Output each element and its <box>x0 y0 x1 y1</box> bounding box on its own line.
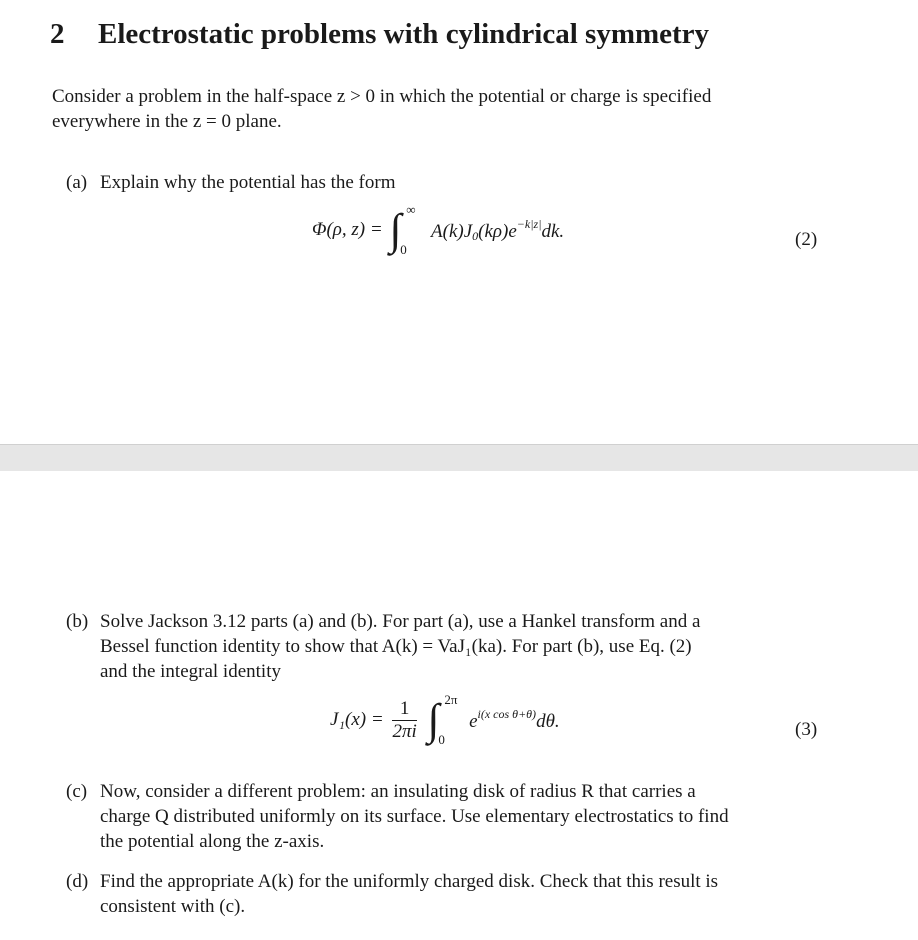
part-c-line-1: Now, consider a different problem: an insulating disk of radius R that carries a <box>100 781 696 802</box>
part-b-line-2: Bessel function identity to show that A(k) = VaJ₁(ka). For part (b), use Eq. (2) <box>100 636 692 657</box>
part-b-line-3: and the integral identity <box>100 661 281 682</box>
eq2-sup: −k|z| <box>516 216 542 231</box>
eq2-lower-limit: 0 <box>400 242 407 257</box>
eq2-integrand <box>431 217 564 244</box>
equation-number-3: (3) <box>795 719 818 740</box>
section-title: Electrostatic problems with cylindrical symmetry <box>98 18 710 50</box>
part-a-label: (a) <box>66 172 88 193</box>
part-c-line-2: charge Q distributed uniformly on its surface. Use elementary electrostatics to find <box>100 806 729 827</box>
integral-sign: ∫ <box>427 695 440 744</box>
eq3-body2: dθ. <box>536 711 560 732</box>
intro-paragraph <box>52 84 711 134</box>
part-d <box>66 869 718 919</box>
eq2-body2: (kρ)e <box>478 220 517 242</box>
part-a <box>66 170 395 195</box>
eq3-numerator: 1 <box>392 698 416 721</box>
part-b-label: (b) <box>66 611 89 632</box>
eq3-lhs: J₁(x) = <box>330 709 384 730</box>
equation-number-2: (2) <box>795 229 818 250</box>
section-heading <box>50 18 709 51</box>
equation-2 <box>312 202 564 266</box>
part-a-text: Explain why the potential has the form <box>100 172 396 193</box>
page-top <box>0 0 918 444</box>
part-d-line-1: Find the appropriate A(k) for the uniformly charged disk. Check that this result is <box>100 871 719 892</box>
part-d-line-2: consistent with (c). <box>100 896 246 917</box>
eq3-integrand <box>469 707 560 733</box>
eq3-lower-limit: 0 <box>438 732 445 747</box>
eq3-upper-limit: 2π <box>444 692 458 707</box>
eq3-body: e <box>469 711 478 732</box>
eq2-lhs: Φ(ρ, z) = <box>312 219 383 240</box>
part-c <box>66 779 729 854</box>
eq2-limits <box>400 202 426 258</box>
intro-line-2: everywhere in the z = 0 plane. <box>52 111 282 132</box>
equation-3 <box>330 692 560 756</box>
page-break <box>0 444 918 472</box>
part-c-line-3: the potential along the z-axis. <box>100 831 325 852</box>
intro-line-1: Consider a problem in the half-space z > 0 in which the potential or charge is specified <box>52 86 712 107</box>
part-c-label: (c) <box>66 781 88 802</box>
eq2-body: A(k)J <box>431 220 473 242</box>
eq3-denominator: 2πi <box>392 720 417 742</box>
integral-sign: ∫ <box>389 205 402 254</box>
part-b <box>66 609 700 684</box>
eq3-limits <box>438 692 464 748</box>
part-b-line-1: Solve Jackson 3.12 parts (a) and (b). For part (a), use a Hankel transform and a <box>100 611 701 632</box>
eq2-sub: 0 <box>472 228 479 243</box>
eq2-body3: dk. <box>541 220 565 242</box>
eq3-sup: i(x cos θ+θ) <box>477 707 537 721</box>
section-number: 2 <box>50 18 65 50</box>
part-d-label: (d) <box>66 871 89 892</box>
eq3-fraction <box>392 698 416 743</box>
eq2-upper-limit: ∞ <box>406 202 416 217</box>
